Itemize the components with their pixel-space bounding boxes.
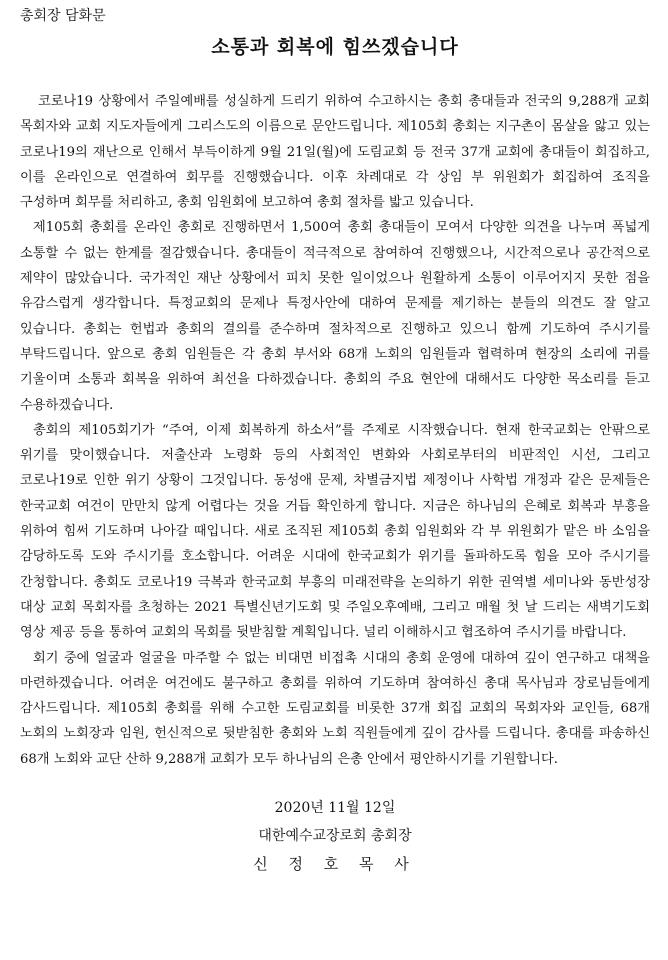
body-paragraph-1: 코로나19 상황에서 주일예배를 성실하게 드리기 위하여 수고하시는 총회 총대들과 전국의 9,288개 교회 목회자와 교회 지도자들에게 그리스도의 이름으로 문안드립니다. 제105회 총회는 지구촌이 몸살을 앓고 있는 코로나19의 재난으로 인해서 부득이하게 9월 21일(월)에 도림교회 등 전국 37개 교회에 총대들이 회집하고, 이를 온라인으로 연결하여 회무를 진행했습니다. 이후 차례대로 각 상임 부 위원회가 회집하여 조직을 구성하며 회무를 처리하고, 총회 임원회에 보고하여 총회 절차를 밟고 있습니다. (20, 94, 650, 211)
body-paragraph-4: 회기 중에 얼굴과 얼굴을 마주할 수 없는 비대면 비접촉 시대의 총회 운영에 대하여 깊이 연구하고 대책을 마련하겠습니다. 어려운 여건에도 불구하고 총회를 위하여 기도하며 참여하신 총대 목사님과 장로님들에게 감사드립니다. 제105회 총회를 위해 수고한 도림교회를 비롯한 37개 회집 교회의 목회자와 교인들, 68개 노회의 노회장과 임원, 헌신적으로 뒷받침한 총회와 노회 직원들에게 깊이 감사를 드립니다. 총대를 파송하신 68개 노회와 교단 산하 9,288개 교회가 모두 하나님의 은총 안에서 평안하시기를 기원합니다. (20, 650, 650, 767)
document-title: 소통과 회복에 힘쓰겠습니다 (211, 36, 459, 58)
signature-block (20, 794, 650, 878)
header-label: 총회장 담화문 (20, 8, 106, 24)
document-body (20, 89, 650, 772)
body-paragraph-3: 총회의 제105회기가 “주여, 이제 회복하게 하소서”를 주제로 시작했습니다. 현재 한국교회는 안팎으로 위기를 맞이했습니다. 저출산과 노령화 등의 사회적인 변화와 사회로부터의 비판적인 시선, 그리고 코로나19로 인한 위기 상황이 그것입니다. 동성애 문제, 차별금지법 제정이나 사학법 개정과 같은 문제들은 한국교회 여건이 만만치 않게 어렵다는 것을 거듭 확인하게 합니다. 지금은 하나님의 은혜로 회복과 부흥을 위하여 힘써 기도하며 나아갈 때입니다. 새로 조직된 제105회 총회 임원회와 각 부 위원회가 맡은 바 소임을 감당하도록 도와 주시기를 호소합니다. 어려운 시대에 한국교회가 위기를 돌파하도록 힘을 모아 주시기를 간청합니다. 총회도 코로나19 극복과 한국교회 부흥의 미래전략을 논의하기 위한 권역별 세미나와 동반성장 대상 교회 목회자를 초청하는 2021 특별신년기도회 및 주일오후예배, 그리고 매월 첫 날 드리는 새벽기도회 영상 제공 등을 통하여 교회의 목회를 뒷받침할 계획입니다. 널리 이해하시고 협조하여 주시기를 바랍니다. (20, 422, 650, 641)
signature-date: 2020년 11월 12일 (274, 800, 396, 817)
signature-name: 신 정 호 목 사 (253, 855, 417, 874)
signature-organization: 대한예수교장로회 총회장 (258, 828, 412, 845)
body-paragraph-2: 제105회 총회를 온라인 총회로 진행하면서 1,500여 총회 총대들이 모여서 다양한 의견을 나누며 폭넓게 소통할 수 없는 한계를 절감했습니다. 총대들이 적극적으로 참여하여 진행했으나, 시간적으로나 공간적으로 제약이 많았습니다. 국가적인 재난 상황에서 피치 못한 일이었으나 원활하게 소통이 이루어지지 못한 점을 유감스럽게 생각합니다. 특정교회의 문제나 특정사안에 대하여 문제를 제기하는 분들의 의견도 잘 알고 있습니다. 총회는 헌법과 총회의 결의를 준수하며 절차적으로 진행하고 있으니 함께 기도하여 주시기를 부탁드립니다. 앞으로 총회 임원들은 각 총회 부서와 68개 노회의 임원들과 협력하며 현장의 소리에 귀를 기울이며 소통과 회복을 위하여 최선을 다하겠습니다. 총회의 주요 현안에 대해서도 다양한 목소리를 듣고 수용하겠습니다. (20, 220, 650, 413)
